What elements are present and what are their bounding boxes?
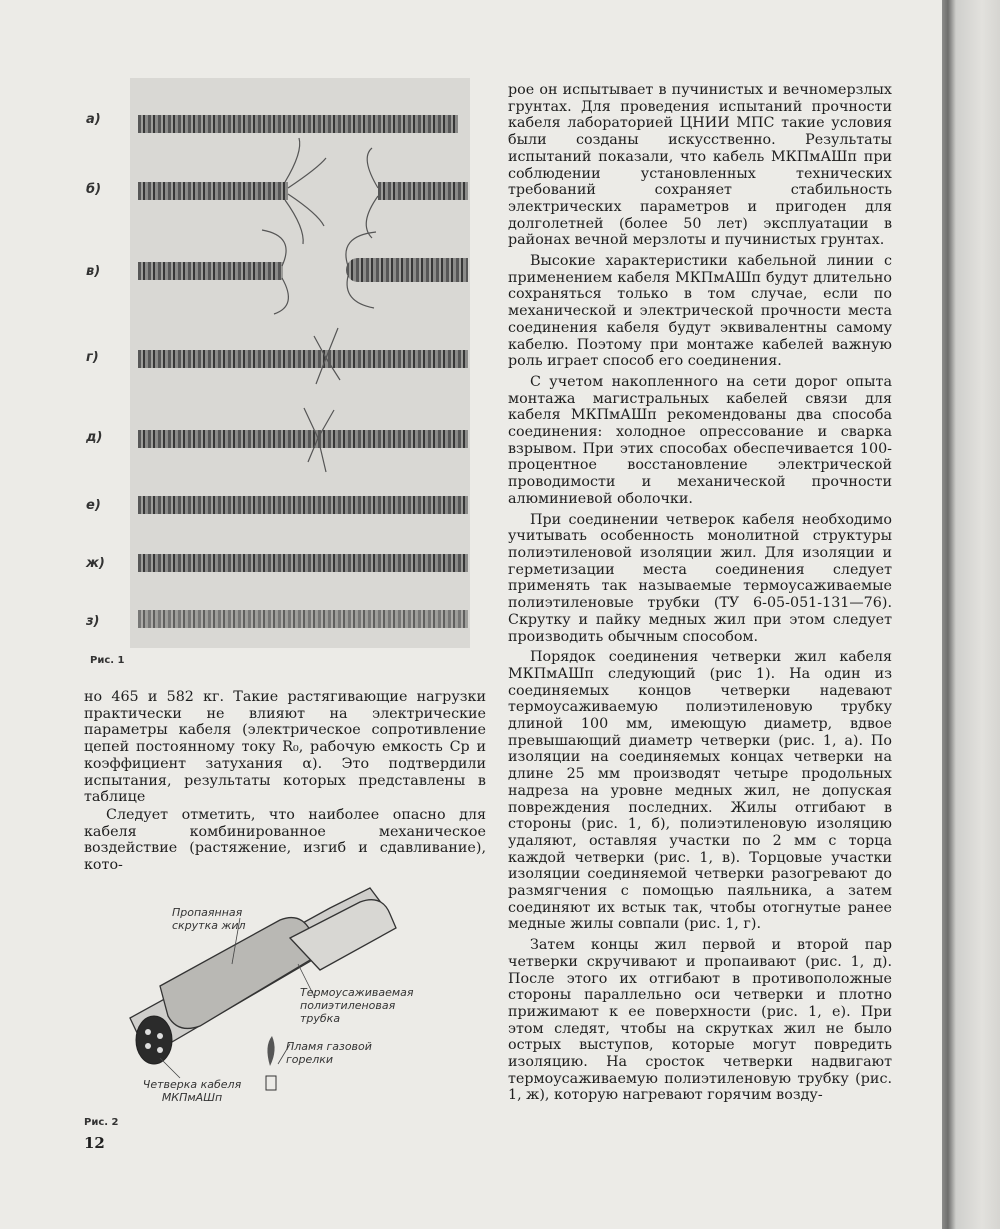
right-paragraph-2: Высокие характеристики кабельной линии с применением кабеля МКПмАШп будут длительно сохраняться только в том случае, если по механической и электрической прочности места соединения кабеля будут эквивалентны самому кабелю. Поэтому при монтаже кабелей важную роль играет способ его соединения. (508, 253, 892, 370)
figure-1-wires (78, 78, 488, 648)
figure-1-label-g: г) (86, 350, 99, 365)
figure-2-callout-solder: Пропаянная скрутка жил (172, 906, 246, 932)
right-paragraph-1: рое он испытывает в пучинистых и вечномерзлых грунтах. Для проведения испытаний прочности кабеля лабораторией ЦНИИ МПС такие условия были созданы искусственно. Результаты испытаний показали, что кабель МКПмАШп при соблюдении установленных технических требований сохраняет стабильность электрических параметров и пригоден для долголетней (более 50 лет) эксплуатации в районах вечной мерзлоты и пучинистых грунтах. (508, 82, 892, 249)
right-paragraph-5: Порядок соединения четверки жил кабеля МКПмАШп следующий (рис 1). На один из соединяемых концов четверки надевают термоусаживаемую полиэтиленовую трубку длиной 100 мм, имеющую диаметр, вдвое превышающий диаметр четверки (рис. 1, а). По изоляции на соединяемых концах четверки на длине 25 мм производят четыре продольных надреза на уровне медных жил, не допуская повреждения последних. Жилы отгибают в стороны (рис. 1, б), полиэтиленовую изоляцию удаляют, оставляя участки по 2 мм с торца каждой четверки (рис. 1, в). Торцовые участки изоляции соединяемой четверки разогревают до размягчения с помощью паяльника, а затем соединяют их встык так, чтобы отогнутые ранее медные жилы совпали (рис. 1, г). (508, 649, 892, 933)
right-paragraph-6: Затем концы жил первой и второй пар четверки скручивают и пропаивают (рис. 1, д). После этого их отгибают в противоположные стороны параллельно оси четверки и плотно прижимают к ее поверхности (рис. 1, е). При этом следят, чтобы на скрутках жил не было острых выступов, которые могут повредить изоляцию. На сросток четверки надвигают термоусаживаемую полиэтиленовую трубку (рис. 1, ж), которую нагревают горячим возду- (508, 937, 892, 1104)
figure-2-callout-tube: Термоусаживаемая полиэтиленовая трубка (300, 986, 414, 1025)
figure-1-caption: Рис. 1 (90, 655, 125, 666)
left-paragraph-1: но 465 и 582 кг. Такие растягивающие нагрузки практически не влияют на электрические параметры кабеля (электрическое сопротивление цепей постоянному току R₀, рабочую емкость Cр и коэффициент затухания α). Это подтвердили испытания, результаты которых представлены в таблице (84, 689, 486, 806)
right-paragraph-3: С учетом накопленного на сети дорог опыта монтажа магистральных кабелей связи для кабеля МКПмАШп рекомендованы два способа соединения: холодное опрессование и сварка взрывом. При этих способах обеспечивается 100-процентное восстановление электрической проводимости и механической прочности алюминиевой оболочки. (508, 373, 892, 507)
figure-1-label-z: з) (86, 614, 100, 629)
figure-2-caption: Рис. 2 (84, 1117, 119, 1128)
book-spine-edge (942, 0, 1000, 1229)
figure-1-label-d: д) (86, 430, 103, 445)
right-paragraph-4: При соединении четверок кабеля необходимо учитывать особенность монолитной структуры полиэтиленовой изоляции жил. Для изоляции и герметизации места соединения следует применять так называемые термоусаживаемые полиэтиленовые трубки (ТУ 6-05-051-131—76). Скрутку и пайку медных жил при этом следует производить обычным способом. (508, 511, 892, 645)
figure-2-callout-quad: Четверка кабеля МКПмАШп (142, 1078, 242, 1104)
figure-1-label-zh: ж) (86, 556, 105, 571)
figure-1 (78, 78, 488, 648)
page-number: 12 (84, 1134, 105, 1152)
figure-1-label-b: б) (86, 182, 102, 197)
figure-1-label-e: е) (86, 498, 101, 513)
figure-1-label-a: а) (86, 112, 101, 127)
figure-1-label-v: в) (86, 264, 101, 279)
left-paragraph-2: Следует отметить, что наиболее опасно для кабеля комбинированное механическое воздействие (растяжение, изгиб и сдавливание), кото- (84, 807, 486, 874)
right-column (508, 82, 892, 1104)
figure-2-callout-flame: Пламя газовой горелки (286, 1040, 372, 1066)
